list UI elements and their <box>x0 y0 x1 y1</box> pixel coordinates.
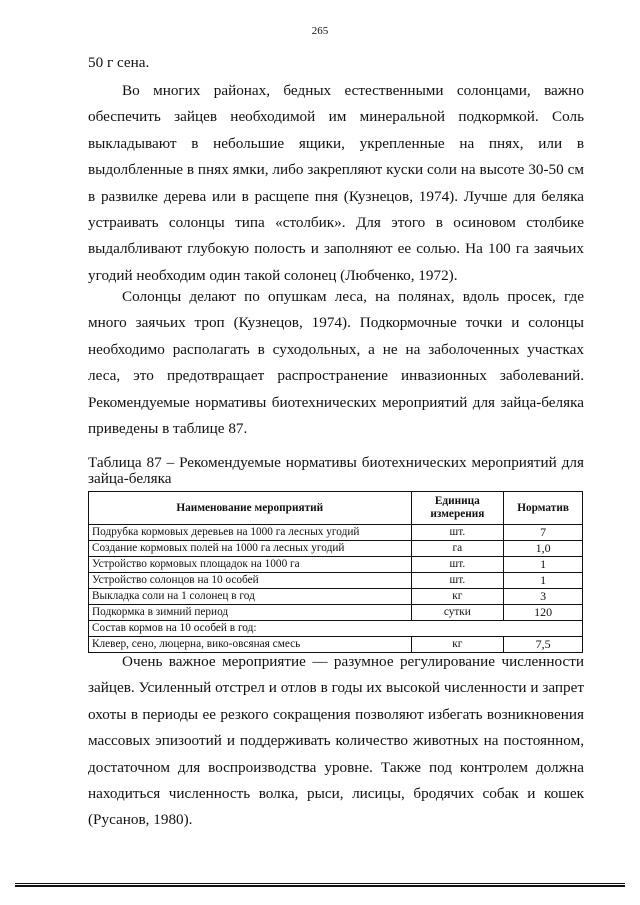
paragraph-3 <box>88 284 584 442</box>
row-norm: 1 <box>504 557 583 573</box>
row-unit: кг <box>411 589 504 605</box>
paragraph-3-text: Солонцы делают по опушкам леса, на полянах, вдоль просек, где много заячьих троп (Кузнецов, 1974). Подкормочные точки и солонцы необходимо располагать в суходольных, а не на заболоченных участках леса, это предотвращает распространение инвазионных заболеваний. Рекомендуемые нормативы биотехнических мероприятий для зайца-беляка приведены в таблице 87. <box>88 288 584 438</box>
header-name: Наименование мероприятий <box>89 492 412 525</box>
paragraph-4-text: Очень важное мероприятие — разумное регулирование численности зайцев. Усиленный отстрел и отлов в годы их высокой численности и запрет охоты в периоды ее резкого сокращения позволяют избегать возникновения массовых эпизоотий и поддерживать количество животных на постоянном, достаточном для воспроизводства уровне. Также под контролем должна находиться численность волка, рыси, лисицы, бродячих собак и кошек (Русанов, 1980). <box>88 653 584 829</box>
row-unit: сутки <box>411 605 504 621</box>
norms-table <box>88 491 583 653</box>
section-label: Состав кормов на 10 особей в год: <box>89 621 583 637</box>
row-norm: 3 <box>504 589 583 605</box>
row-unit: шт. <box>411 573 504 589</box>
table-row <box>89 589 583 605</box>
row-name: Выкладка соли на 1 солонец в год <box>89 589 412 605</box>
footer-divider-thick <box>15 885 625 887</box>
paragraph-4 <box>88 649 584 834</box>
row-norm: 7,5 <box>504 637 583 653</box>
row-name: Создание кормовых полей на 1000 га лесных угодий <box>89 541 412 557</box>
row-name: Подкормка в зимний период <box>89 605 412 621</box>
row-name: Подрубка кормовых деревьев на 1000 га лесных угодий <box>89 525 412 541</box>
row-norm: 120 <box>504 605 583 621</box>
row-norm: 1,0 <box>504 541 583 557</box>
row-unit: кг <box>411 637 504 653</box>
row-name: Клевер, сено, люцерна, вико-овсяная смесь <box>89 637 412 653</box>
row-norm: 7 <box>504 525 583 541</box>
row-norm: 1 <box>504 573 583 589</box>
header-unit: Единица измерения <box>411 492 504 525</box>
table-row <box>89 525 583 541</box>
paragraph-1 <box>88 50 584 76</box>
page-number: 265 <box>311 25 329 37</box>
paragraph-1-text: 50 г сена. <box>88 54 150 71</box>
table-row <box>89 605 583 621</box>
table-header-row <box>89 492 583 525</box>
header-norm: Норматив <box>504 492 583 525</box>
paragraph-2 <box>88 78 584 289</box>
footer-divider <box>15 883 625 884</box>
paragraph-2-text: Во многих районах, бедных естественными солонцами, важно обеспечить зайцев необходимой им минеральной подкормкой. Соль выкладывают в небольшие ящики, укрепленные на пнях, или в выдолбленные в пнях ямки, либо закрепляют куски соли на высоте 30-50 см в развилке дерева или в расщепе пня (Кузнецов, 1974). Лучше для беляка устраивать солонцы типа «столбик». Для этого в осиновом столбике выдалбливают глубокую полость и заполняют ее солью. На 100 га заячьих угодий необходим один такой солонец (Любченко, 1972). <box>88 82 584 284</box>
row-unit: га <box>411 541 504 557</box>
table-row <box>89 557 583 573</box>
row-name: Устройство кормовых площадок на 1000 га <box>89 557 412 573</box>
table-row <box>89 541 583 557</box>
row-unit: шт. <box>411 525 504 541</box>
table-section-row <box>89 621 583 637</box>
table-row <box>89 573 583 589</box>
table-caption: Таблица 87 – Рекомендуемые нормативы биотехнических мероприятий для зайца-беляка <box>88 454 584 487</box>
row-name: Устройство солонцов на 10 особей <box>89 573 412 589</box>
row-unit: шт. <box>411 557 504 573</box>
